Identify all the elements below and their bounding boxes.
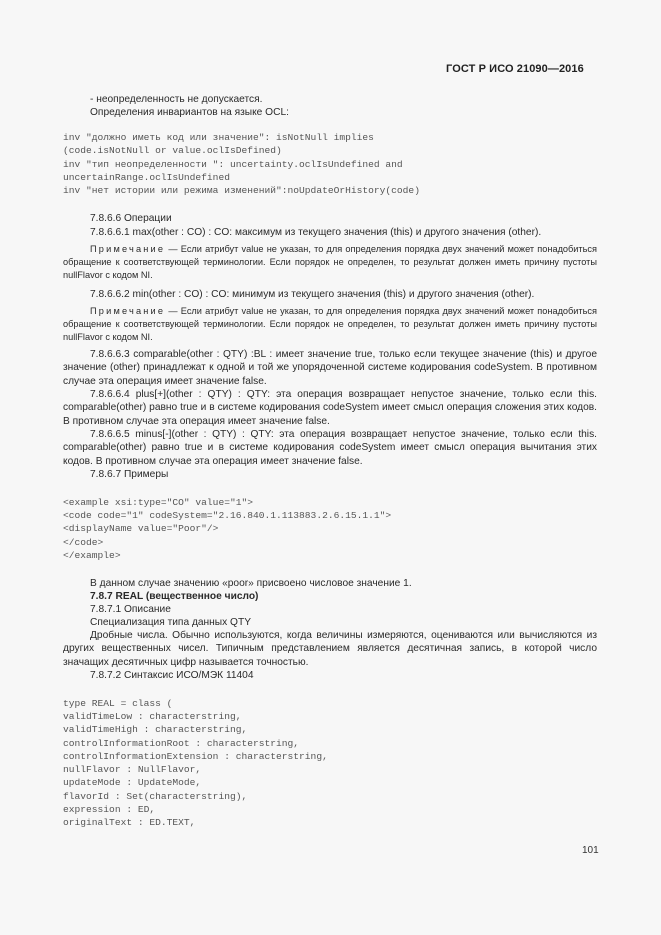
code-line: </example> xyxy=(63,550,121,561)
code-line: type REAL = class ( xyxy=(63,698,173,709)
note-text: — Если атрибут value не указан, то для определения порядка двух значений может понадобиться обращение к соответствующей терминологии. Если порядок не определен, то результат должен иметь причину пустоты nullFlavor с кодом NI. xyxy=(63,244,597,280)
op-min: 7.8.6.6.2 min(other : CO) : CO: минимум из текущего значения (this) и другого значения (other). xyxy=(90,289,535,300)
code-line: updateMode : UpdateMode, xyxy=(63,777,202,788)
code-line: controlInformationRoot : characterstring, xyxy=(63,738,300,749)
code-line: uncertainRange.oclIsUndefined xyxy=(63,172,230,183)
note-2 xyxy=(63,305,597,344)
code-line: inv "нет истории или режима изменений":noUpdateOrHistory(code) xyxy=(63,185,420,196)
op-minus: 7.8.6.6.5 minus[-](other : QTY) : QTY: эта операция возвращает непустое значение, только если this. comparable(other) равно true и в системе кодирования codeSystem имеет смысл операция вычитания этих кодов. В противном случае эта операция имеет значение false. xyxy=(63,429,597,467)
document-header: ГОСТ Р ИСО 21090—2016 xyxy=(446,63,584,75)
code-line: originalText : ED.TEXT, xyxy=(63,817,196,828)
page-number: 101 xyxy=(582,845,599,856)
note-label: Примечание xyxy=(90,244,166,254)
code-line: flavorId : Set(characterstring), xyxy=(63,791,248,802)
code-line: nullFlavor : NullFlavor, xyxy=(63,764,202,775)
specialization-text: Специализация типа данных QTY xyxy=(90,617,251,628)
bullet-text: - неопределенность не допускается. xyxy=(90,94,263,105)
example-note: В данном случае значению «poor» присвоено числовое значение 1. xyxy=(90,578,412,589)
code-line: <code code="1" codeSystem="2.16.840.1.113883.2.6.15.1.1"> xyxy=(63,510,392,521)
note-1 xyxy=(63,243,597,282)
description-title: 7.8.7.1 Описание xyxy=(90,604,171,615)
code-line: validTimeHigh : characterstring, xyxy=(63,724,248,735)
op-plus: 7.8.6.6.4 plus[+](other : QTY) : QTY: эта операция возвращает непустое значение, только если this. comparable(other) равно true и в системе кодирования codeSystem имеет смысл операция сложения этих кодов. В противном случае эта операция имеет значение false. xyxy=(63,389,597,427)
code-line: controlInformationExtension : characterstring, xyxy=(63,751,328,762)
code-line: <displayName value="Poor"/> xyxy=(63,523,219,534)
code-line: expression : ED, xyxy=(63,804,156,815)
note-label: Примечание xyxy=(90,306,166,316)
op-max: 7.8.6.6.1 max(other : CO) : CO: максимум из текущего значения (this) и другого значения (other). xyxy=(90,227,542,238)
code-line: inv "должно иметь код или значение": isNotNull implies xyxy=(63,132,374,143)
note-text: — Если атрибут value не указан, то для определения порядка двух значений может понадобиться обращение к соответствующей терминологии. Если порядок не определен, то результат должен иметь причину пустоты nullFlavor с кодом NI. xyxy=(63,306,597,342)
code-line: inv "тип неопределенности ": uncertainty.oclIsUndefined and xyxy=(63,159,403,170)
operations-title: 7.8.6.6 Операции xyxy=(90,213,172,224)
code-line: (code.isNotNull or value.oclIsDefined) xyxy=(63,145,282,156)
section-title-real: 7.8.7 REAL (вещественное число) xyxy=(90,591,259,602)
op-comparable: 7.8.6.6.3 comparable(other : QTY) :BL : имеет значение true, только если текущее значение (this) и другое значение (other) принадлежат к одной и той же упорядоченной системе кодирования codeSystem. В противном случае эта операция имеет значение false. xyxy=(63,349,597,387)
code-line: validTimeLow : characterstring, xyxy=(63,711,242,722)
syntax-title: 7.8.7.2 Синтаксис ИСО/МЭК 11404 xyxy=(90,670,254,681)
real-description: Дробные числа. Обычно используются, когда величины измеряются, оцениваются или вычисляются из других вещественных чисел. Типичным представлением является десятичная запись, в которой число значащих десятичных цифр называется точностью. xyxy=(63,630,597,668)
ocl-title: Определения инвариантов на языке OCL: xyxy=(90,107,289,118)
examples-title: 7.8.6.7 Примеры xyxy=(90,469,169,480)
code-line: </code> xyxy=(63,537,104,548)
code-line: <example xsi:type="CO" value="1"> xyxy=(63,497,253,508)
